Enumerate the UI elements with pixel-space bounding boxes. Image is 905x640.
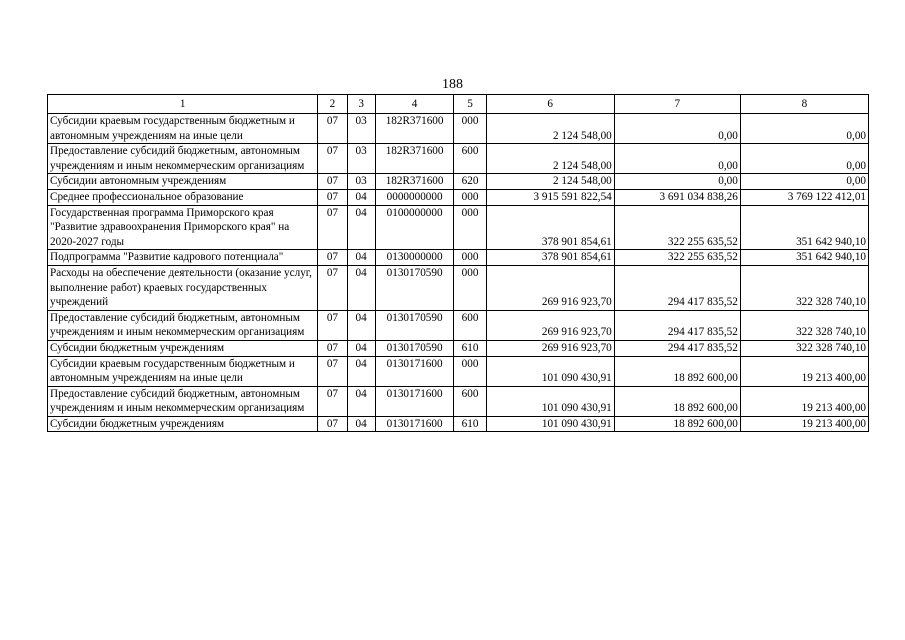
amount-col7-cell: 18 892 600,00 [614, 416, 740, 432]
amount-col6-cell: 2 124 548,00 [486, 144, 614, 174]
header-row [48, 95, 869, 114]
amount-col8-cell: 19 213 400,00 [740, 386, 868, 416]
amount-col8-cell: 3 769 122 412,01 [740, 189, 868, 205]
column-header: 8 [740, 95, 868, 114]
target-article-cell: 182R371600 [375, 174, 454, 190]
expense-type-cell: 600 [454, 386, 486, 416]
expense-type-cell: 000 [454, 189, 486, 205]
subsection-cell: 03 [347, 114, 375, 144]
amount-col7-cell: 0,00 [614, 144, 740, 174]
amount-col8-cell: 322 328 740,10 [740, 265, 868, 310]
row-name-cell: Субсидии краевым государственным бюджетным и автономным учреждениям на иные цели [48, 114, 318, 144]
section-cell: 07 [318, 250, 347, 266]
target-article-cell: 0130171600 [375, 416, 454, 432]
section-cell: 07 [318, 189, 347, 205]
amount-col6-cell: 269 916 923,70 [486, 340, 614, 356]
section-cell: 07 [318, 416, 347, 432]
table-row [48, 340, 869, 356]
table-body [48, 114, 869, 432]
table-row [48, 416, 869, 432]
expense-type-cell: 600 [454, 310, 486, 340]
subsection-cell: 04 [347, 356, 375, 386]
amount-col7-cell: 322 255 635,52 [614, 205, 740, 250]
row-name-cell: Государственная программа Приморского края "Развитие здравоохранения Приморского края" на 2020-2027 годы [48, 205, 318, 250]
target-article-cell: 0100000000 [375, 205, 454, 250]
subsection-cell: 04 [347, 386, 375, 416]
expense-type-cell: 000 [454, 205, 486, 250]
amount-col7-cell: 0,00 [614, 174, 740, 190]
amount-col6-cell: 2 124 548,00 [486, 174, 614, 190]
table-row [48, 189, 869, 205]
table-row [48, 250, 869, 266]
target-article-cell: 0130000000 [375, 250, 454, 266]
table-row [48, 310, 869, 340]
row-name-cell: Субсидии бюджетным учреждениям [48, 416, 318, 432]
expense-type-cell: 000 [454, 356, 486, 386]
row-name-cell: Предоставление субсидий бюджетным, автономным учреждениям и иным некоммерческим организациям [48, 386, 318, 416]
subsection-cell: 04 [347, 340, 375, 356]
expense-type-cell: 620 [454, 174, 486, 190]
target-article-cell: 182R371600 [375, 144, 454, 174]
amount-col6-cell: 101 090 430,91 [486, 356, 614, 386]
amount-col7-cell: 294 417 835,52 [614, 265, 740, 310]
amount-col8-cell: 19 213 400,00 [740, 416, 868, 432]
subsection-cell: 04 [347, 265, 375, 310]
column-header: 7 [614, 95, 740, 114]
section-cell: 07 [318, 310, 347, 340]
page-number: 188 [442, 77, 463, 92]
section-cell: 07 [318, 174, 347, 190]
amount-col8-cell: 351 642 940,10 [740, 205, 868, 250]
subsection-cell: 04 [347, 416, 375, 432]
subsection-cell: 04 [347, 189, 375, 205]
expense-type-cell: 000 [454, 250, 486, 266]
amount-col6-cell: 3 915 591 822,54 [486, 189, 614, 205]
amount-col6-cell: 378 901 854,61 [486, 205, 614, 250]
table-row [48, 174, 869, 190]
row-name-cell: Субсидии автономным учреждениям [48, 174, 318, 190]
section-cell: 07 [318, 114, 347, 144]
column-header: 4 [375, 95, 454, 114]
table-row [48, 386, 869, 416]
amount-col7-cell: 3 691 034 838,26 [614, 189, 740, 205]
row-name-cell: Субсидии бюджетным учреждениям [48, 340, 318, 356]
expense-type-cell: 000 [454, 114, 486, 144]
row-name-cell: Среднее профессиональное образование [48, 189, 318, 205]
table-row [48, 356, 869, 386]
subsection-cell: 04 [347, 310, 375, 340]
expense-type-cell: 610 [454, 340, 486, 356]
target-article-cell: 0000000000 [375, 189, 454, 205]
subsection-cell: 04 [347, 250, 375, 266]
amount-col8-cell: 0,00 [740, 174, 868, 190]
amount-col6-cell: 378 901 854,61 [486, 250, 614, 266]
expense-type-cell: 600 [454, 144, 486, 174]
budget-table [47, 94, 869, 432]
expense-type-cell: 610 [454, 416, 486, 432]
column-header: 2 [318, 95, 347, 114]
section-cell: 07 [318, 205, 347, 250]
amount-col7-cell: 294 417 835,52 [614, 310, 740, 340]
section-cell: 07 [318, 144, 347, 174]
section-cell: 07 [318, 386, 347, 416]
subsection-cell: 04 [347, 205, 375, 250]
amount-col8-cell: 351 642 940,10 [740, 250, 868, 266]
column-header: 5 [454, 95, 486, 114]
amount-col6-cell: 2 124 548,00 [486, 114, 614, 144]
amount-col7-cell: 322 255 635,52 [614, 250, 740, 266]
amount-col6-cell: 101 090 430,91 [486, 386, 614, 416]
amount-col8-cell: 0,00 [740, 144, 868, 174]
column-header: 1 [48, 95, 318, 114]
section-cell: 07 [318, 356, 347, 386]
row-name-cell: Расходы на обеспечение деятельности (оказание услуг, выполнение работ) краевых государственных учреждений [48, 265, 318, 310]
row-name-cell: Подпрограмма "Развитие кадрового потенциала" [48, 250, 318, 266]
column-header: 3 [347, 95, 375, 114]
expense-type-cell: 000 [454, 265, 486, 310]
amount-col6-cell: 269 916 923,70 [486, 310, 614, 340]
table-row [48, 265, 869, 310]
amount-col7-cell: 18 892 600,00 [614, 386, 740, 416]
target-article-cell: 0130170590 [375, 340, 454, 356]
amount-col8-cell: 322 328 740,10 [740, 310, 868, 340]
target-article-cell: 0130170590 [375, 265, 454, 310]
table-row [48, 114, 869, 144]
table-row [48, 144, 869, 174]
amount-col6-cell: 269 916 923,70 [486, 265, 614, 310]
column-header: 6 [486, 95, 614, 114]
section-cell: 07 [318, 340, 347, 356]
amount-col8-cell: 322 328 740,10 [740, 340, 868, 356]
target-article-cell: 0130170590 [375, 310, 454, 340]
target-article-cell: 0130171600 [375, 386, 454, 416]
amount-col8-cell: 0,00 [740, 114, 868, 144]
row-name-cell: Предоставление субсидий бюджетным, автономным учреждениям и иным некоммерческим организациям [48, 144, 318, 174]
amount-col7-cell: 18 892 600,00 [614, 356, 740, 386]
table-row [48, 205, 869, 250]
target-article-cell: 0130171600 [375, 356, 454, 386]
row-name-cell: Субсидии краевым государственным бюджетным и автономным учреждениям на иные цели [48, 356, 318, 386]
target-article-cell: 182R371600 [375, 114, 454, 144]
amount-col7-cell: 294 417 835,52 [614, 340, 740, 356]
amount-col6-cell: 101 090 430,91 [486, 416, 614, 432]
subsection-cell: 03 [347, 144, 375, 174]
section-cell: 07 [318, 265, 347, 310]
amount-col8-cell: 19 213 400,00 [740, 356, 868, 386]
subsection-cell: 03 [347, 174, 375, 190]
row-name-cell: Предоставление субсидий бюджетным, автономным учреждениям и иным некоммерческим организациям [48, 310, 318, 340]
amount-col7-cell: 0,00 [614, 114, 740, 144]
